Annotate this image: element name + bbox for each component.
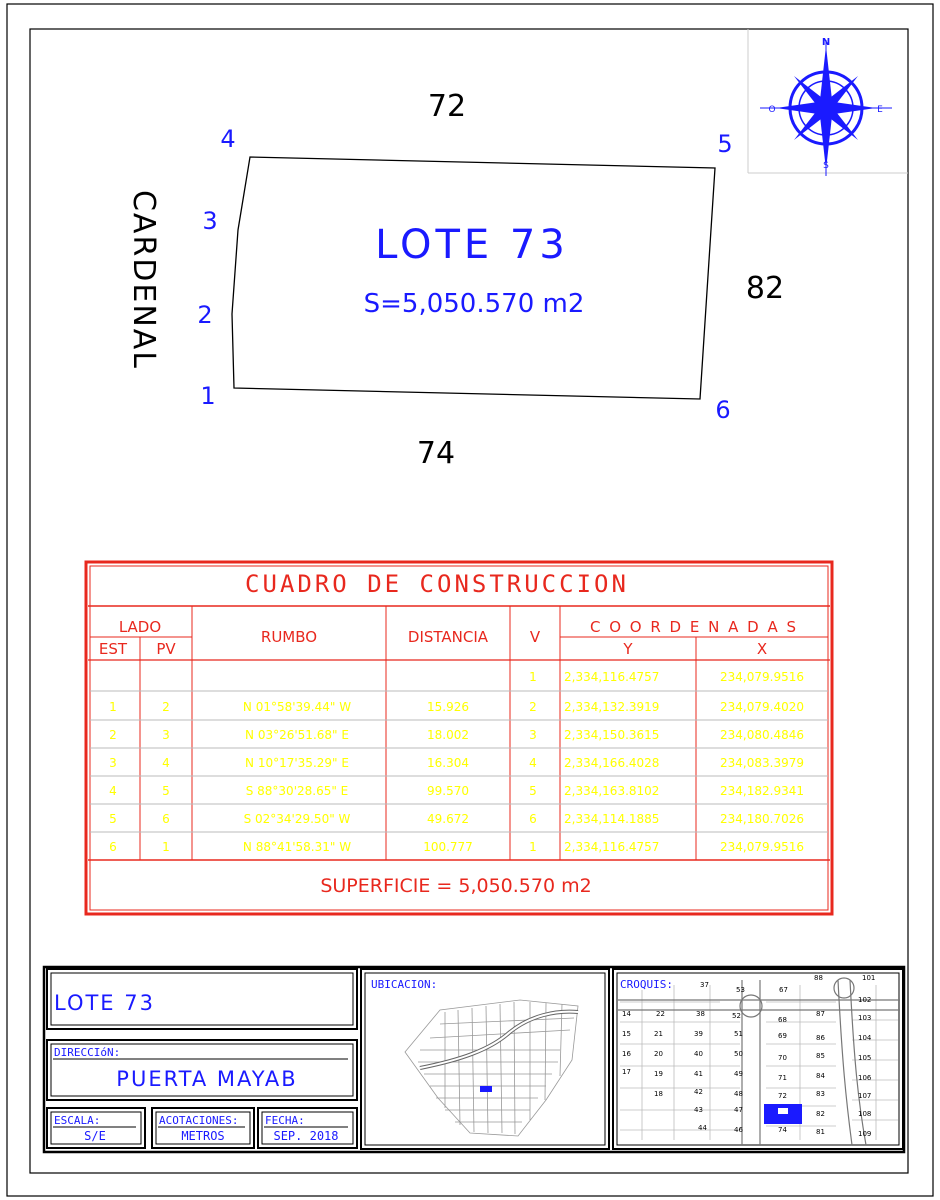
vertex-label-6: 6	[715, 396, 731, 424]
croquis-lot-label: 106	[858, 1074, 872, 1082]
table-row	[109, 812, 804, 826]
croquis-lot-label: 83	[816, 1090, 825, 1098]
row-rumbo: S 88°30'28.65" E	[245, 784, 349, 798]
row-rumbo: N 10°17'35.29" E	[245, 756, 349, 770]
croquis-lot-label: 51	[734, 1030, 743, 1038]
lot-boundary	[232, 157, 715, 399]
row-v: 3	[529, 728, 537, 742]
titleblock-fecha: SEP. 2018	[273, 1129, 339, 1143]
titleblock-lot: LOTE 73	[54, 991, 155, 1015]
croquis-lot-label: 81	[816, 1128, 825, 1136]
vertex-label-2: 2	[197, 301, 213, 329]
row-pv: 3	[162, 728, 170, 742]
header-pv: PV	[156, 640, 176, 658]
row-est: 4	[109, 784, 117, 798]
croquis-lot-label: 43	[694, 1106, 703, 1114]
table-row	[109, 728, 804, 742]
croquis-lot-label: 18	[654, 1090, 663, 1098]
row-pv: 1	[162, 840, 170, 854]
location-map	[405, 1000, 578, 1136]
croquis-lot-label: 40	[694, 1050, 703, 1058]
croquis-lot-label: 16	[622, 1050, 631, 1058]
row-v: 6	[529, 812, 537, 826]
row-distancia: 49.672	[427, 812, 469, 826]
street-label: CARDENAL	[126, 189, 161, 371]
titleblock-ubicacion-label: UBICACION:	[371, 978, 438, 991]
titleblock-escala-label: ESCALA:	[54, 1114, 101, 1127]
croquis-lot-label: 69	[778, 1032, 787, 1040]
croquis-lot-label: 17	[622, 1068, 631, 1076]
row-rumbo: N 01°58'39.44" W	[242, 700, 352, 714]
croquis-lot-label: 44	[698, 1124, 707, 1132]
croquis-lot-label: 84	[816, 1072, 825, 1080]
row-x: 234,083.3979	[720, 756, 804, 770]
row-x: 234,079.9516	[720, 840, 804, 854]
vertex-label-5: 5	[717, 130, 733, 158]
row-distancia: 99.570	[427, 784, 469, 798]
compass-north: N	[821, 37, 831, 48]
row-v: 4	[529, 756, 537, 770]
table-row	[109, 784, 804, 798]
row-x: 234,182.9341	[720, 784, 804, 798]
row-y: 2,334,132.3919	[564, 700, 660, 714]
table-row	[109, 840, 804, 854]
lot-title: LOTE 73	[375, 222, 569, 268]
row-est: 6	[109, 840, 117, 854]
row-distancia: 16.304	[427, 756, 469, 770]
row-x: 234,080.4846	[720, 728, 804, 742]
row-x: 234,180.7026	[720, 812, 804, 826]
row-est: 1	[109, 700, 117, 714]
row-pv: 5	[162, 784, 170, 798]
croquis-lot-label: 86	[816, 1034, 825, 1042]
titleblock-direccion-label: DIRECCIóN:	[54, 1046, 121, 1059]
titleblock-acotaciones: METROS	[181, 1129, 225, 1143]
row-pv: 2	[162, 700, 170, 714]
croquis-lot-label: 41	[694, 1070, 703, 1078]
croquis-lot-label: 104	[858, 1034, 872, 1042]
croquis-map	[618, 974, 900, 1145]
croquis-lot-label: 52	[732, 1012, 741, 1020]
titleblock-acotaciones-label: ACOTACIONES:	[159, 1114, 239, 1127]
croquis-lot-label: 102	[858, 996, 872, 1004]
compass-east: E	[877, 105, 883, 115]
construction-table	[86, 562, 832, 914]
neighbor-north-label: 72	[427, 89, 467, 124]
header-est: EST	[98, 640, 128, 658]
header-distancia: DISTANCIA	[407, 628, 489, 646]
table-row	[109, 756, 804, 770]
row-est: 3	[109, 756, 117, 770]
vertex-label-4: 4	[220, 125, 236, 153]
compass-rose	[748, 29, 908, 176]
row-rumbo: N 88°41'58.31" W	[242, 840, 352, 854]
croquis-lot-label: 22	[656, 1010, 665, 1018]
croquis-lot-label: 39	[694, 1030, 703, 1038]
croquis-lot-label: 49	[734, 1070, 743, 1078]
croquis-lot-label: 70	[778, 1054, 787, 1062]
neighbor-south-label: 74	[416, 436, 456, 471]
row-y: 2,334,116.4757	[564, 840, 660, 854]
croquis-lot-label: 109	[858, 1130, 872, 1138]
croquis-lot-label: 48	[734, 1090, 743, 1098]
croquis-lot-label: 14	[622, 1010, 631, 1018]
croquis-lot-label: 46	[734, 1126, 743, 1134]
row-rumbo: N 03°26'51.68" E	[245, 728, 349, 742]
croquis-lot-label: 37	[700, 981, 709, 989]
row-pv: 6	[162, 812, 170, 826]
croquis-lot-label: 19	[654, 1070, 663, 1078]
titleblock-croquis-label: CROQUIS:	[620, 978, 673, 991]
croquis-lot-label: 107	[858, 1092, 872, 1100]
compass-south: S	[823, 161, 829, 171]
croquis-lot-label: 21	[654, 1030, 663, 1038]
lot-area: S=5,050.570 m2	[363, 289, 585, 319]
row-distancia: 100.777	[423, 840, 473, 854]
row-distancia: 15.926	[427, 700, 469, 714]
croquis-lot-label: 15	[622, 1030, 631, 1038]
croquis-lot-label: 101	[862, 974, 876, 982]
header-rumbo: RUMBO	[260, 628, 318, 646]
compass-west: O	[768, 105, 776, 115]
header-v: V	[529, 628, 541, 646]
header-coordenadas: C O O R D E N A D A S	[589, 618, 799, 636]
header-y: Y	[623, 640, 633, 658]
row-y: 2,334,163.8102	[564, 784, 660, 798]
croquis-lot-label: 42	[694, 1088, 703, 1096]
row-x: 234,079.9516	[720, 670, 804, 684]
row-est: 2	[109, 728, 117, 742]
croquis-lot-label: 85	[816, 1052, 825, 1060]
croquis-lot-label: 71	[778, 1074, 787, 1082]
croquis-lot-label: 72	[778, 1092, 787, 1100]
vertex-label-3: 3	[202, 207, 218, 235]
row-pv: 4	[162, 756, 170, 770]
croquis-lot-label: 67	[779, 986, 788, 994]
header-lado: LADO	[118, 618, 162, 636]
croquis-lot-label: 103	[858, 1014, 872, 1022]
croquis-lot-label: 20	[654, 1050, 663, 1058]
row-v: 1	[529, 670, 537, 684]
croquis-lot-label: 87	[816, 1010, 825, 1018]
croquis-lot-label: 88	[814, 974, 823, 982]
header-x: X	[756, 640, 768, 658]
table-row	[109, 700, 804, 714]
row-distancia: 18.002	[427, 728, 469, 742]
croquis-lot-label: 105	[858, 1054, 872, 1062]
row-est: 5	[109, 812, 117, 826]
croquis-lot-label: 82	[816, 1110, 825, 1118]
croquis-lot-label: 68	[778, 1016, 787, 1024]
row-rumbo: S 02°34'29.50" W	[243, 812, 351, 826]
row-v: 5	[529, 784, 537, 798]
row-v: 1	[529, 840, 537, 854]
titleblock-escala: S/E	[84, 1129, 106, 1143]
croquis-lot-label: 108	[858, 1110, 872, 1118]
table-row	[529, 670, 804, 684]
row-y: 2,334,166.4028	[564, 756, 660, 770]
neighbor-east-label: 82	[745, 271, 785, 306]
row-y: 2,334,114.1885	[564, 812, 660, 826]
titleblock-direccion: PUERTA MAYAB	[116, 1067, 298, 1091]
outer-border	[7, 4, 933, 1196]
croquis-lot-label: 47	[734, 1106, 743, 1114]
table-superficie: SUPERFICIE = 5,050.570 m2	[320, 875, 592, 897]
croquis-lot-label: 74	[778, 1126, 787, 1134]
row-v: 2	[529, 700, 537, 714]
vertex-label-1: 1	[200, 382, 216, 410]
titleblock-fecha-label: FECHA:	[265, 1114, 305, 1127]
croquis-lot-label: 53	[736, 986, 745, 994]
row-y: 2,334,150.3615	[564, 728, 660, 742]
row-x: 234,079.4020	[720, 700, 804, 714]
croquis-lot-label: 38	[696, 1010, 705, 1018]
row-y: 2,334,116.4757	[564, 670, 660, 684]
table-title: CUADRO DE CONSTRUCCION	[245, 570, 629, 598]
croquis-lot-label: 50	[734, 1050, 743, 1058]
